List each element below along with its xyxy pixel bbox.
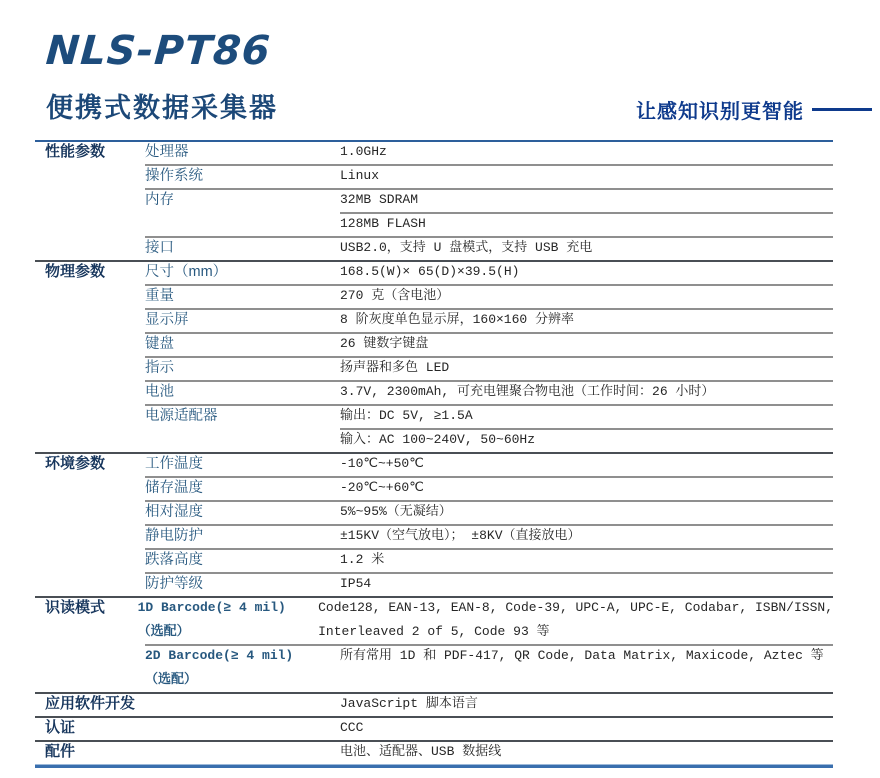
attribute-line: 操作系统 [145, 168, 203, 184]
section-name-cell [35, 572, 145, 596]
value-cell [340, 308, 833, 332]
spec-table [35, 140, 833, 764]
value-cell [340, 740, 833, 764]
attribute-cell [145, 548, 340, 572]
row-divider [35, 452, 833, 454]
value-cell [340, 236, 833, 260]
attribute-line: 显示屏 [145, 312, 189, 328]
value-cell [340, 692, 833, 716]
section-name-cell: 认证 [45, 719, 76, 736]
value-line: CCC [340, 720, 364, 735]
attribute-line: 储存温度 [145, 480, 203, 496]
table-row [35, 572, 833, 596]
section-name-cell: 性能参数 [45, 143, 106, 160]
value-cell [340, 548, 833, 572]
value-cell [340, 476, 833, 500]
attribute-cell [145, 284, 340, 308]
table-row [35, 260, 833, 284]
value-line: 1.0GHz [340, 144, 387, 159]
section-name-cell [35, 356, 145, 380]
table-row [35, 428, 833, 452]
row-divider [35, 740, 833, 742]
value-line: 1.2 米 [340, 552, 385, 567]
section-name-cell: 应用软件开发 [45, 695, 136, 712]
attribute-line: 静电防护 [145, 528, 203, 544]
value-cell [340, 188, 833, 212]
value-line: 270 克（含电池） [340, 288, 450, 303]
value-line: 5%~95%（无凝结） [340, 504, 452, 519]
row-divider [35, 260, 833, 262]
table-row [35, 356, 833, 380]
row-divider [145, 404, 833, 406]
table-row [35, 140, 833, 164]
tagline-rule [812, 108, 872, 111]
row-divider [145, 332, 833, 334]
attribute-cell [145, 260, 340, 284]
attribute-line: 电源适配器 [145, 408, 218, 424]
attribute-cell [145, 308, 340, 332]
value-cell [340, 644, 833, 692]
attribute-line: 处理器 [145, 144, 189, 160]
table-row [35, 524, 833, 548]
attribute-line: 2D Barcode(≥ 4 mil) [145, 648, 294, 663]
product-name: 便携式数据采集器 [46, 93, 278, 123]
row-divider [145, 644, 833, 646]
attribute-line: 相对湿度 [145, 504, 203, 520]
attribute-cell [145, 188, 340, 212]
section-name-cell [35, 644, 145, 692]
attribute-line: 指示 [145, 360, 174, 376]
value-line: IP54 [340, 576, 372, 591]
value-line: -10℃~+50℃ [340, 456, 424, 471]
value-line: Code128, EAN-13, EAN-8, Code-39, UPC-A, UPC-E, Codabar, ISBN/ISSN, [318, 600, 833, 615]
table-row [35, 692, 833, 716]
value-line: 32MB SDRAM [340, 192, 419, 207]
attribute-line: （选配） [137, 624, 190, 639]
value-line: JavaScript 脚本语言 [340, 696, 478, 711]
section-name-cell [35, 332, 145, 356]
table-bottom-rule [35, 764, 833, 768]
tagline-text: 让感知识别更智能 [636, 100, 804, 123]
section-name-cell [35, 476, 145, 500]
attribute-cell [145, 140, 340, 164]
section-name-cell [35, 404, 145, 428]
table-row [35, 716, 833, 740]
table-row [35, 236, 833, 260]
attribute-line: 工作温度 [145, 456, 203, 472]
attribute-cell [138, 596, 319, 644]
section-name-cell [35, 548, 145, 572]
section-name-cell: 识读模式 [45, 599, 106, 616]
value-line: Linux [340, 168, 380, 183]
attribute-cell [145, 692, 340, 716]
table-row [35, 596, 833, 644]
table-row [35, 644, 833, 692]
row-divider [145, 548, 833, 550]
table-row [35, 284, 833, 308]
attribute-cell [145, 332, 340, 356]
row-divider [145, 572, 833, 574]
row-divider [145, 524, 833, 526]
attribute-cell [145, 428, 340, 452]
attribute-cell [145, 476, 340, 500]
attribute-cell [145, 236, 340, 260]
section-name-cell [35, 284, 145, 308]
table-row [35, 164, 833, 188]
attribute-line: 重量 [145, 288, 174, 304]
value-line: -20℃~+60℃ [340, 480, 424, 495]
attribute-cell [145, 380, 340, 404]
attribute-line: 尺寸（mm） [145, 264, 228, 280]
attribute-line: 内存 [145, 192, 174, 208]
table-row [35, 548, 833, 572]
row-divider [35, 596, 833, 598]
attribute-line: 跌落高度 [145, 552, 203, 568]
value-line: 输入：AC 100~240V, 50~60Hz [340, 432, 536, 447]
table-row [35, 212, 833, 236]
attribute-cell [145, 572, 340, 596]
value-line: 电池、适配器、USB 数据线 [340, 744, 502, 759]
value-cell [340, 380, 833, 404]
section-name-cell [35, 212, 145, 236]
value-line: USB2.0，支持 U 盘模式，支持 USB 充电 [340, 240, 593, 255]
row-divider [145, 284, 833, 286]
value-line: 168.5(W)× 65(D)×39.5(H) [340, 264, 520, 279]
value-line: Interleaved 2 of 5, Code 93 等 [318, 624, 550, 639]
table-row [35, 452, 833, 476]
section-name-cell [35, 236, 145, 260]
row-divider [145, 164, 833, 166]
value-line: 128MB FLASH [340, 216, 426, 231]
attribute-cell [145, 524, 340, 548]
value-line: 26 键数字键盘 [340, 336, 429, 351]
row-divider [145, 500, 833, 502]
attribute-cell [145, 740, 340, 764]
row-divider [145, 476, 833, 478]
value-cell [340, 284, 833, 308]
section-name-cell: 物理参数 [45, 263, 106, 280]
section-name-cell: 环境参数 [45, 455, 106, 472]
attribute-line: 键盘 [145, 336, 174, 352]
section-name-cell [35, 524, 145, 548]
section-name-cell [35, 188, 145, 212]
attribute-line: （选配） [145, 672, 198, 687]
value-line: 3.7V, 2300mAh, 可充电锂聚合物电池（工作时间：26 小时） [340, 384, 715, 399]
attribute-cell [145, 404, 340, 428]
table-row [35, 308, 833, 332]
row-divider [35, 692, 833, 694]
section-name-cell [35, 380, 145, 404]
attribute-line: 电池 [145, 384, 174, 400]
attribute-line: 防护等级 [145, 576, 203, 592]
row-divider [340, 428, 833, 430]
row-divider [35, 716, 833, 718]
value-cell [340, 332, 833, 356]
tagline [636, 96, 872, 122]
value-line: 8 阶灰度单色显示屏，160×160 分辨率 [340, 312, 575, 327]
value-cell [340, 356, 833, 380]
attribute-line: 接口 [145, 240, 174, 256]
value-cell [340, 500, 833, 524]
attribute-cell [145, 716, 340, 740]
value-cell [340, 212, 833, 236]
table-row [35, 380, 833, 404]
value-cell [340, 260, 833, 284]
row-divider [145, 380, 833, 382]
value-line: ±15KV（空气放电）； ±8KV（直接放电） [340, 528, 581, 543]
attribute-cell [145, 452, 340, 476]
table-row [35, 476, 833, 500]
value-cell [340, 404, 833, 428]
table-row [35, 500, 833, 524]
table-row [35, 188, 833, 212]
section-name-cell [35, 164, 145, 188]
row-divider [145, 356, 833, 358]
value-cell [340, 524, 833, 548]
value-cell [340, 716, 833, 740]
row-divider [35, 140, 833, 142]
section-name-cell: 配件 [45, 743, 76, 760]
value-cell [340, 164, 833, 188]
value-cell [318, 596, 833, 644]
attribute-line: 1D Barcode(≥ 4 mil) [137, 600, 286, 615]
row-divider [145, 188, 833, 190]
value-line: 输出：DC 5V, ≥1.5A [340, 408, 473, 423]
value-cell [340, 140, 833, 164]
value-cell [340, 452, 833, 476]
attribute-cell [145, 500, 340, 524]
table-row [35, 332, 833, 356]
row-divider [340, 212, 833, 214]
table-row [35, 740, 833, 764]
value-cell [340, 572, 833, 596]
section-name-cell [35, 308, 145, 332]
row-divider [145, 308, 833, 310]
section-name-cell [35, 500, 145, 524]
attribute-cell [145, 644, 340, 692]
value-line: 所有常用 1D 和 PDF-417, QR Code, Data Matrix, Maxicode, Aztec 等 [340, 648, 824, 663]
section-name-cell [35, 428, 145, 452]
attribute-cell [145, 164, 340, 188]
attribute-cell [145, 356, 340, 380]
model-title: NLS-PT86 [44, 28, 273, 74]
value-line: 扬声器和多色 LED [340, 360, 450, 375]
row-divider [145, 236, 833, 238]
value-cell [340, 428, 833, 452]
table-row [35, 404, 833, 428]
attribute-cell [145, 212, 340, 236]
